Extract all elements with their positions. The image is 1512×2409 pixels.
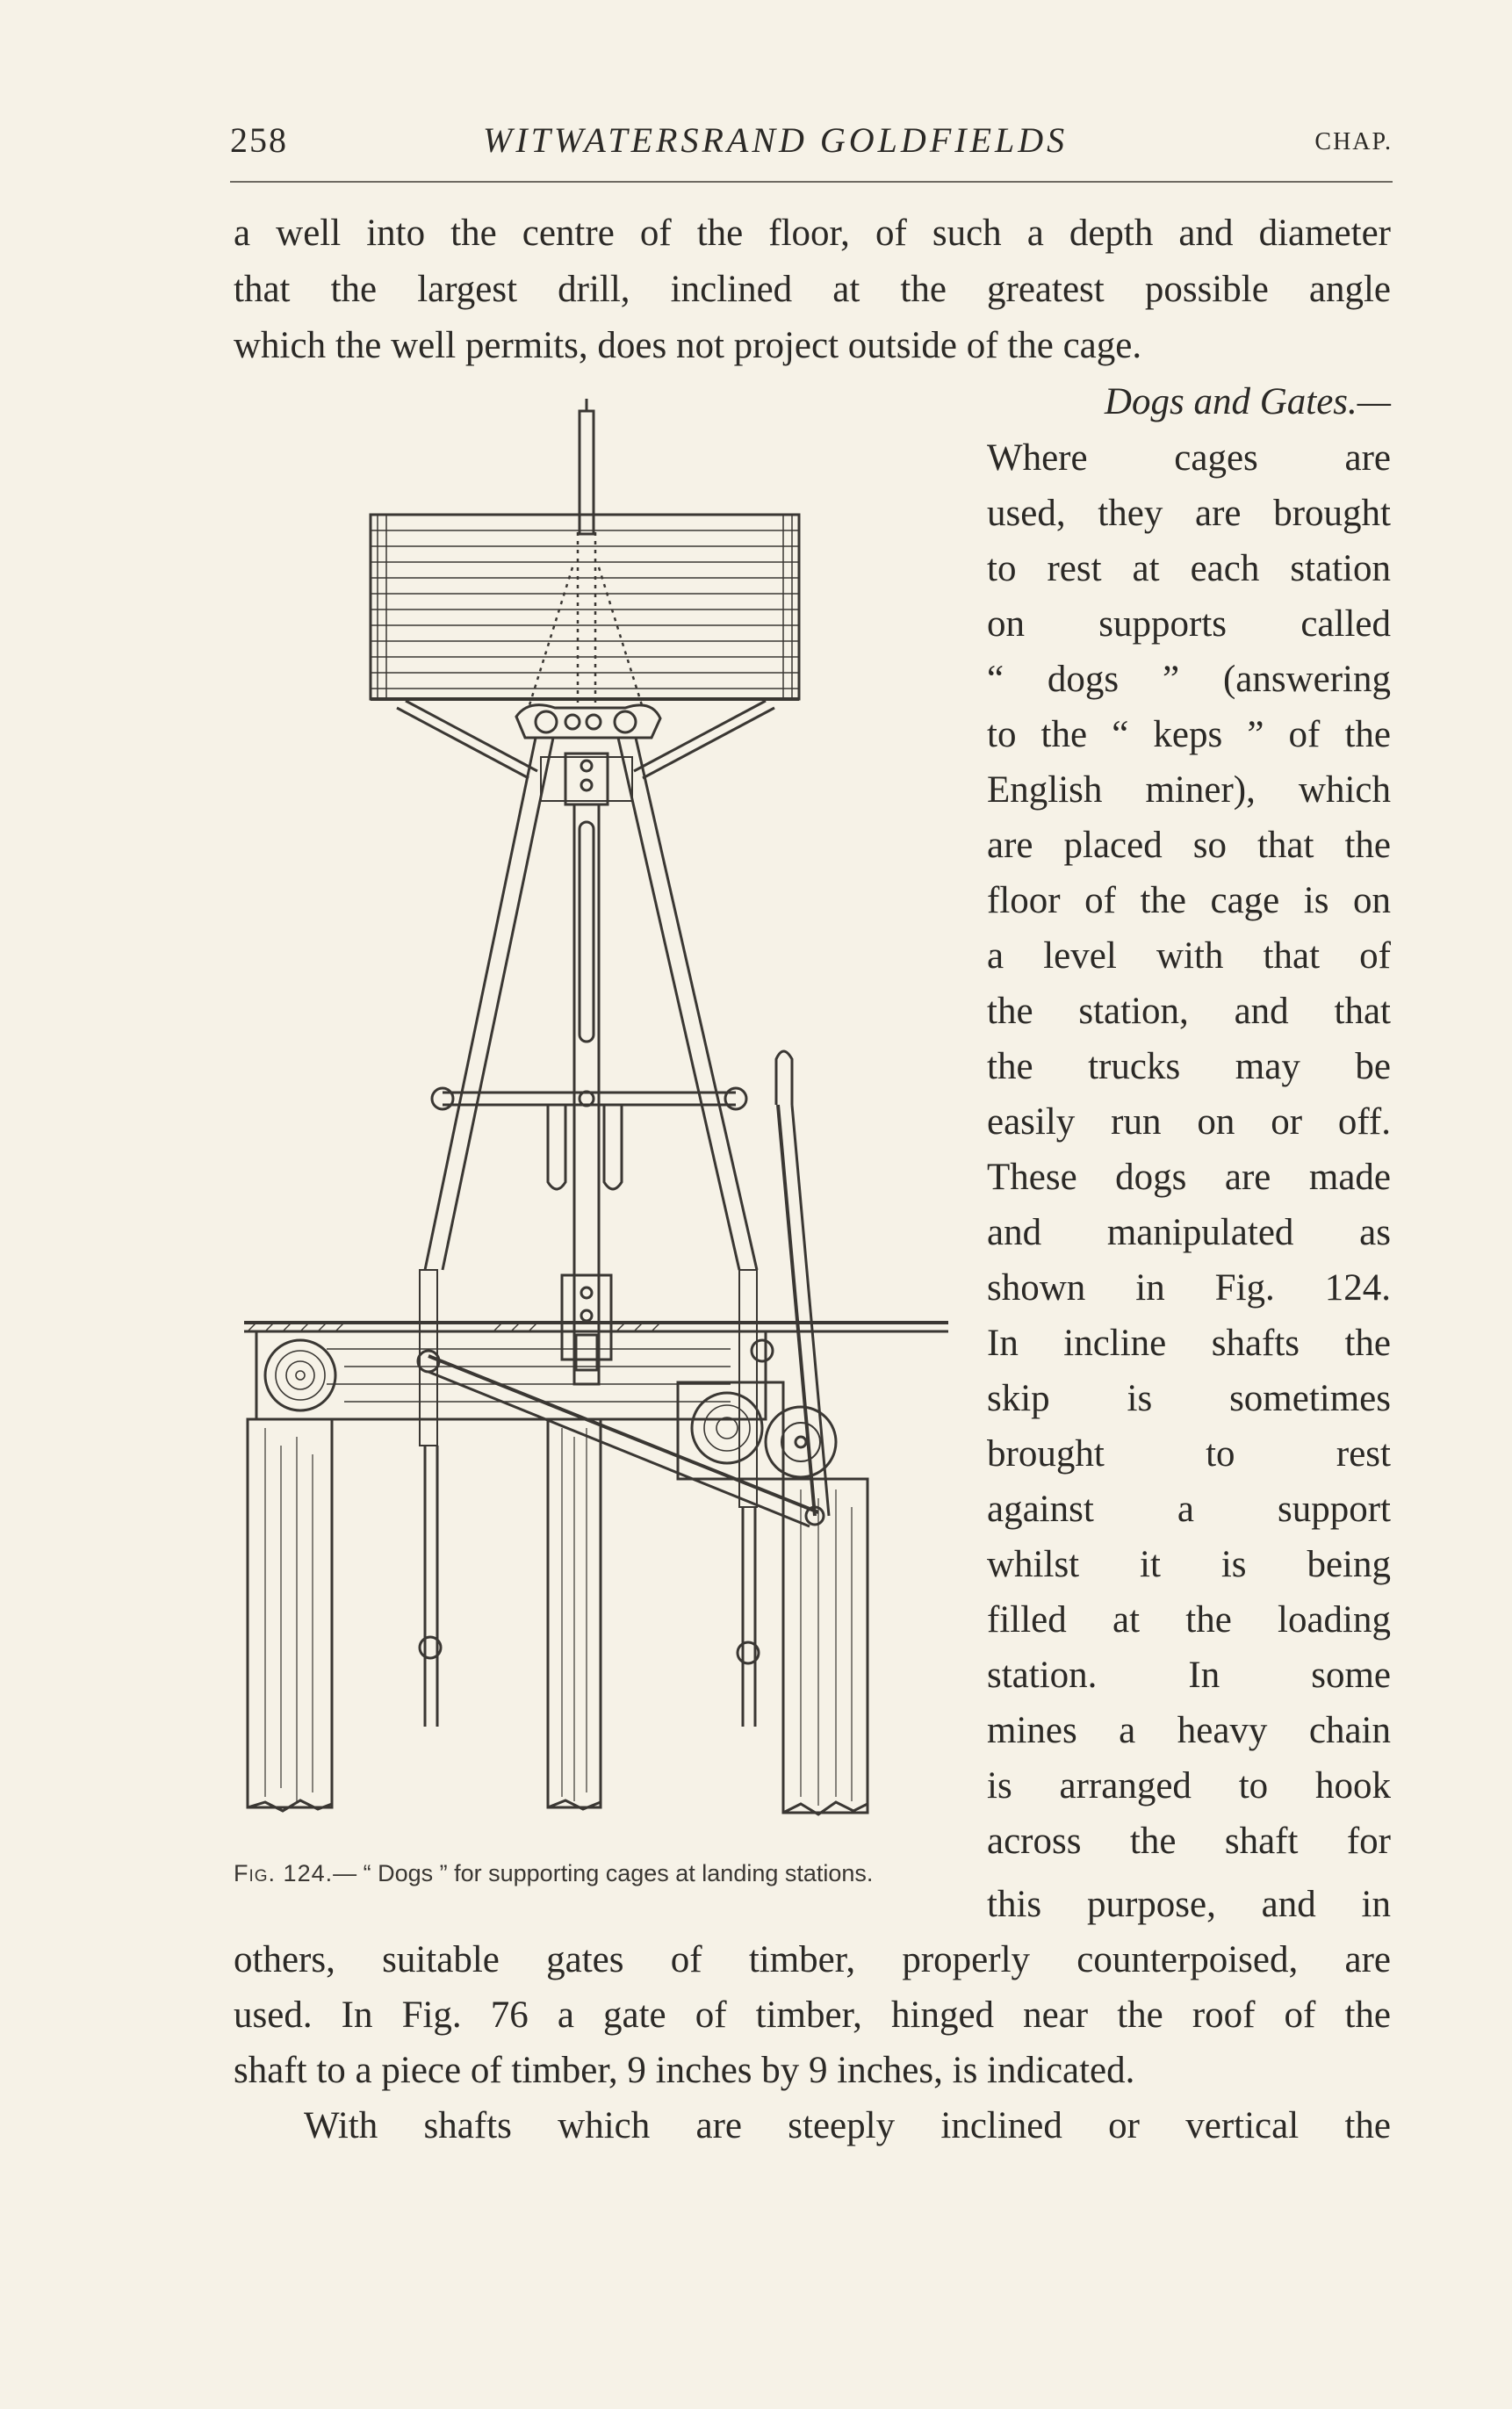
section-heading: Dogs and Gates.— [1104, 381, 1391, 422]
figure-label: Fig. 124. [234, 1860, 334, 1886]
running-title: WITWATERSRAND GOLDFIELDS [483, 120, 1069, 160]
side-line: brought to rest [987, 1433, 1391, 1475]
chapter-label: CHAP. [1314, 128, 1393, 155]
page-number: 258 [230, 120, 288, 160]
header-rule [230, 181, 1393, 183]
figure-124-dogs-drawing [239, 392, 966, 1843]
side-line: the trucks may be [987, 1046, 1391, 1087]
side-line: whilst it is being [987, 1544, 1391, 1585]
body-line: that the largest drill, inclined at the greatest possible angle [234, 269, 1391, 310]
side-line: English miner), which [987, 769, 1391, 811]
side-line: mines a heavy chain [987, 1710, 1391, 1751]
side-line: floor of the cage is on [987, 880, 1391, 921]
side-line: on supports called [987, 603, 1391, 645]
side-line: and manipulated as [987, 1212, 1391, 1253]
side-line: “ dogs ” (answering [987, 659, 1391, 700]
body-line: used. In Fig. 76 a gate of timber, hinged near the roof of the [234, 1994, 1391, 2036]
side-line: across the shaft for [987, 1821, 1391, 1862]
side-line: station. In some [987, 1655, 1391, 1696]
side-line: These dogs are made [987, 1157, 1391, 1198]
side-line: to rest at each station [987, 548, 1391, 589]
side-line: to the “ keps ” of the [987, 714, 1391, 755]
body-line: shaft to a piece of timber, 9 inches by 9 inches, is indicated. [234, 2050, 1135, 2091]
body-line: which the well permits, does not project outside of the cage. [234, 325, 1142, 366]
side-line: a level with that of [987, 935, 1391, 977]
side-line: In incline shafts the [987, 1323, 1391, 1364]
side-line: Where cages are [987, 437, 1391, 479]
body-line: others, suitable gates of timber, properly counterpoised, are [234, 1939, 1391, 1980]
side-line: this purpose, and in [987, 1884, 1391, 1925]
side-line: shown in Fig. 124. [987, 1267, 1391, 1309]
side-line: are placed so that the [987, 825, 1391, 866]
side-line: easily run on or off. [987, 1101, 1391, 1143]
side-line: against a support [987, 1489, 1391, 1530]
side-line: filled at the loading [987, 1599, 1391, 1641]
side-line: is arranged to hook [987, 1765, 1391, 1807]
side-line: used, they are brought [987, 493, 1391, 534]
figure-caption-text: — “ Dogs ” for supporting cages at landing stations. [333, 1860, 874, 1886]
body-line: a well into the centre of the floor, of such a depth and diameter [234, 213, 1391, 254]
body-line: With shafts which are steeply inclined or vertical the [304, 2105, 1391, 2146]
side-line: the station, and that [987, 991, 1391, 1032]
running-head [230, 119, 1393, 163]
side-line: skip is sometimes [987, 1378, 1391, 1419]
figure-caption [234, 1860, 962, 1895]
